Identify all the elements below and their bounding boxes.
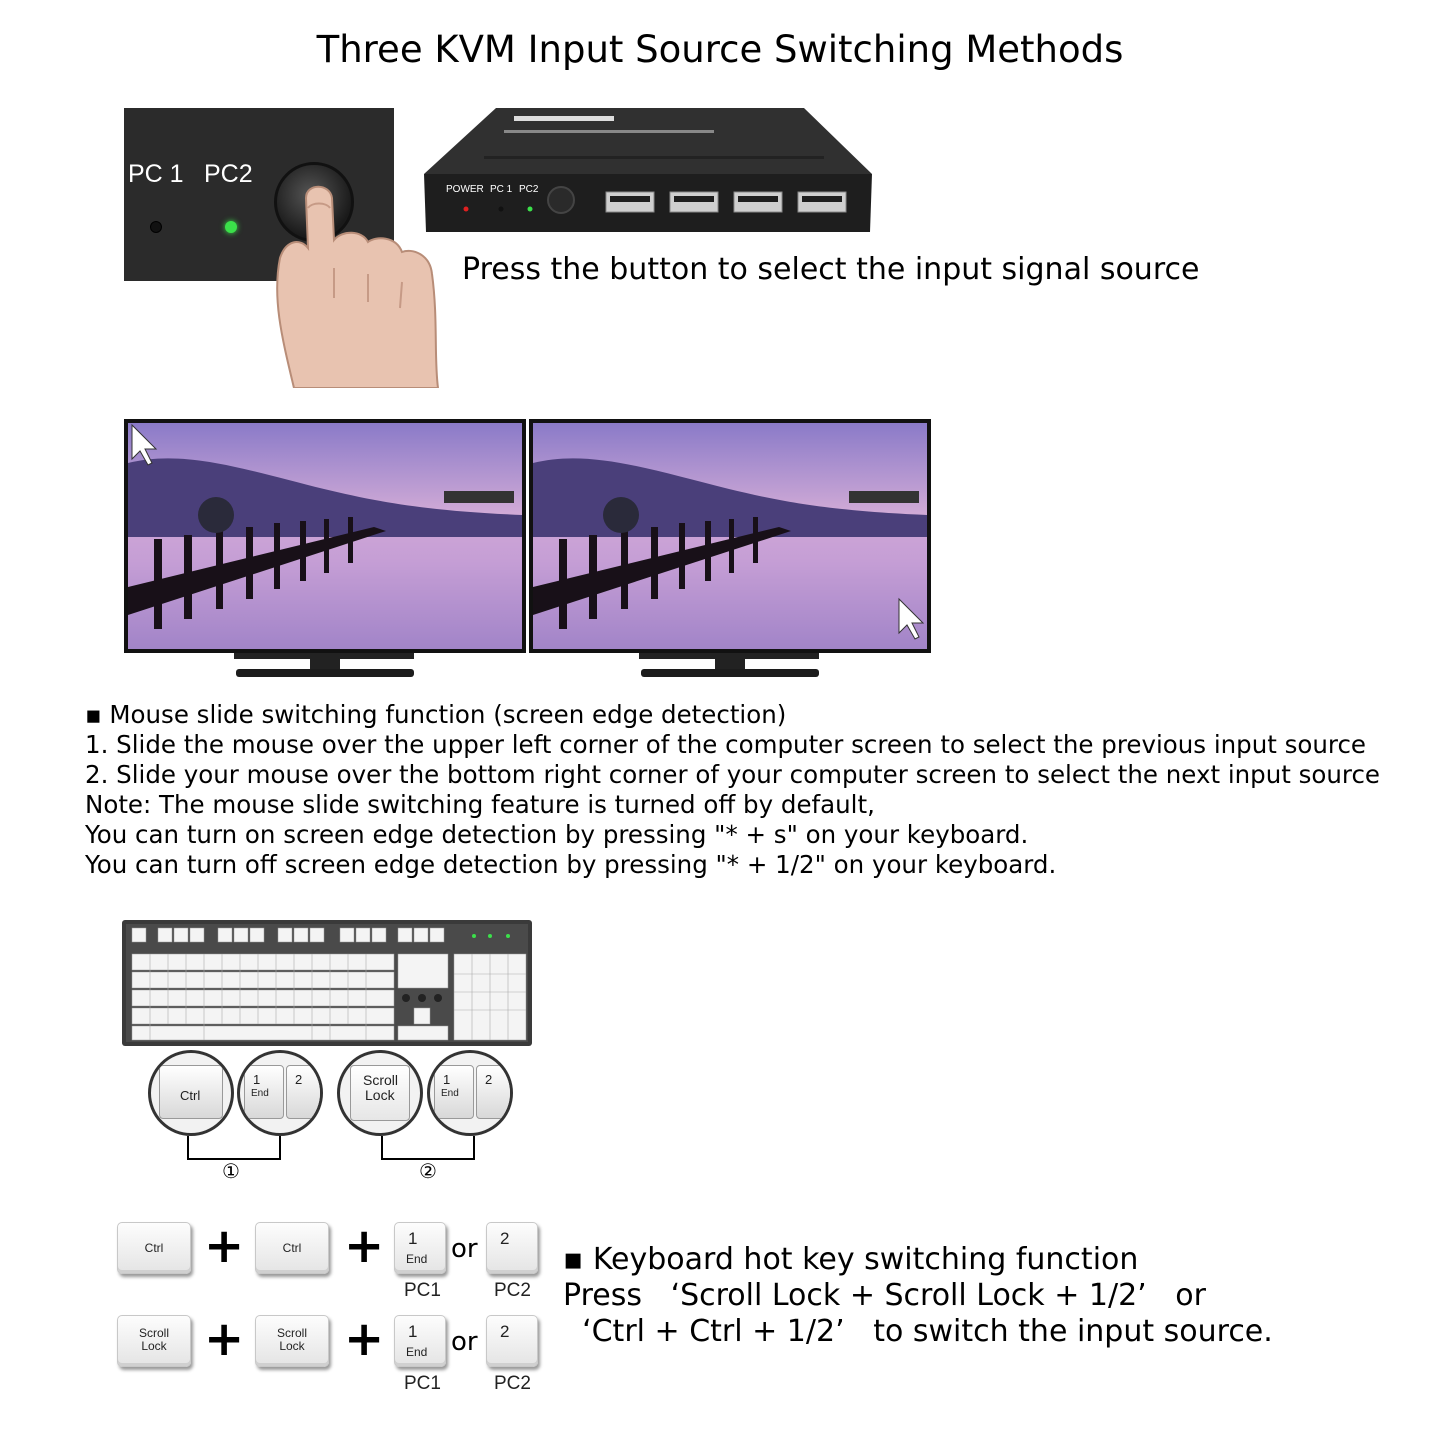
- page-title: Three KVM Input Source Switching Methods: [316, 28, 1124, 71]
- hotkey-1-end: 1 End: [394, 1315, 446, 1367]
- zoom-key-1-label: 1: [443, 1072, 451, 1087]
- zoom-number-keys-2: [427, 1050, 513, 1136]
- zoom-lock-label: Lock: [365, 1087, 395, 1103]
- closeup-pc1-led: [150, 221, 162, 233]
- combo-2-marker: ②: [419, 1159, 437, 1183]
- zoom-scroll-lock-key: [337, 1050, 423, 1136]
- hotkey-method-line-2: Press ‘Scroll Lock + Scroll Lock + 1/2’ or: [563, 1278, 1206, 1313]
- mouse-method-turn-on: You can turn on screen edge detection by pressing "* + s" on your keyboard.: [85, 820, 1029, 849]
- plus-sign: +: [204, 1311, 245, 1367]
- monitor-left: [124, 419, 526, 681]
- combo-1-marker: ①: [222, 1159, 240, 1183]
- zoom-scroll-label: Scroll: [363, 1072, 399, 1088]
- mouse-method-step-1: 1. Slide the mouse over the upper left corner of the computer screen to select the previous input source: [85, 730, 1366, 759]
- combo-2-bracket: [381, 1136, 475, 1160]
- panel-pc1-label: PC 1: [490, 184, 513, 195]
- hotkey-ctrl-2: Ctrl: [255, 1222, 329, 1274]
- pc2-label: PC2: [494, 1373, 531, 1394]
- zoom-key-2-label: 2: [485, 1072, 493, 1087]
- mouse-method-note: Note: The mouse slide switching feature is turned off by default,: [85, 790, 875, 819]
- plus-sign: +: [344, 1218, 385, 1274]
- hotkey-2: 2: [486, 1315, 538, 1367]
- hotkey-method-text: [563, 1242, 1273, 1350]
- plus-sign: +: [344, 1311, 385, 1367]
- mouse-method-turn-off: You can turn off screen edge detection by pressing "* + 1/2" on your keyboard.: [85, 850, 1057, 879]
- hotkey-scroll-lock-2: Scroll Lock: [255, 1315, 329, 1367]
- plus-sign: +: [204, 1218, 245, 1274]
- closeup-pc1-label: PC 1: [128, 160, 184, 188]
- zoom-ctrl-key: [148, 1050, 234, 1136]
- zoom-ctrl-label: Ctrl: [180, 1088, 201, 1103]
- zoom-end-label: End: [441, 1088, 459, 1099]
- pressing-hand-icon: [272, 178, 440, 388]
- kvm-switcher-device: [424, 108, 874, 236]
- monitor-right: [529, 419, 931, 681]
- or-text: or: [451, 1234, 478, 1264]
- zoom-end-label: End: [251, 1088, 269, 1099]
- or-text: or: [451, 1327, 478, 1357]
- hotkey-method-line-3: ‘Ctrl + Ctrl + 1/2’ to switch the input source.: [563, 1314, 1273, 1349]
- button-method-caption: Press the button to select the input signal source: [462, 252, 1200, 287]
- mouse-method-step-2: 2. Slide your mouse over the bottom right corner of your computer screen to select the next input source: [85, 760, 1381, 789]
- zoom-number-keys-1: [237, 1050, 323, 1136]
- zoom-key-2-label: 2: [295, 1072, 303, 1087]
- closeup-pc2-label: PC2: [204, 160, 253, 188]
- hotkey-ctrl-1: Ctrl: [117, 1222, 191, 1274]
- closeup-pc2-led: [225, 221, 237, 233]
- hotkey-scroll-lock-1: Scroll Lock: [117, 1315, 191, 1367]
- keyboard-illustration: [122, 920, 534, 1048]
- panel-pc2-label: PC2: [519, 184, 539, 195]
- pc1-label: PC1: [404, 1373, 441, 1394]
- pc1-label: PC1: [404, 1280, 441, 1301]
- mouse-method-text: [85, 700, 1380, 880]
- hotkey-1-end: 1 End: [394, 1222, 446, 1274]
- panel-power-label: POWER: [446, 184, 484, 195]
- zoom-key-1-label: 1: [253, 1072, 261, 1087]
- hotkey-2: 2: [486, 1222, 538, 1274]
- combo-1-bracket: [187, 1136, 281, 1160]
- pc2-label: PC2: [494, 1280, 531, 1301]
- mouse-method-heading: ▪ Mouse slide switching function (screen edge detection): [85, 700, 787, 729]
- hotkey-method-heading: ▪ Keyboard hot key switching function: [563, 1242, 1139, 1277]
